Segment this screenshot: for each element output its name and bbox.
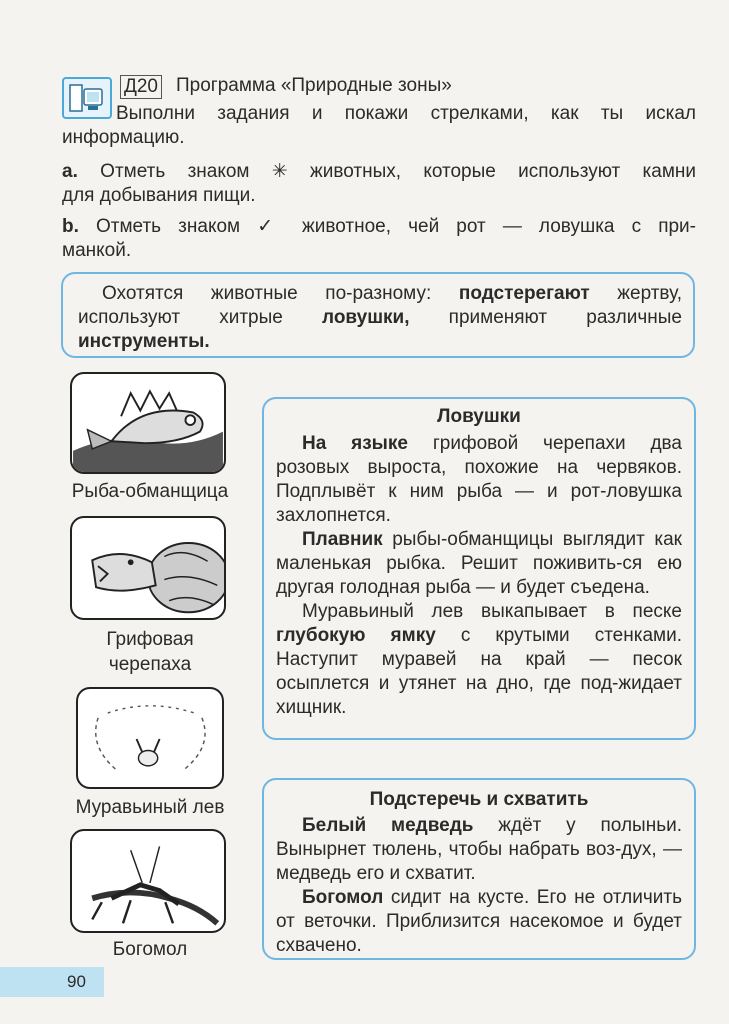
anglerfish-icon (70, 372, 226, 474)
caption-turtle-line-2: черепаха (108, 654, 192, 675)
turtle-icon (70, 516, 226, 620)
task-number: Д20 (120, 75, 162, 99)
task-a-line-2: для добывания пищи. (62, 185, 256, 206)
info-bold-1: подстерегают (458, 283, 590, 304)
info-bold-3: инструменты. (78, 331, 210, 352)
ambush-card-text (276, 814, 682, 958)
caption-anglerfish: Рыба-обманщица (71, 481, 229, 502)
mantis-icon (70, 829, 226, 933)
task-a-line-1 (62, 160, 696, 184)
page-number-strip (0, 967, 104, 997)
traps-paragraph-2: Плавник рыбы-обманщицы выглядит как маленькая рыбка. Решит поживить-ся ею другая голодная рыба — и будет съедена. (276, 529, 682, 598)
ambush-paragraph-2: Богомол сидит на кусте. Его не отличить от веточки. Приблизится насекомое и будет схвачено. (276, 887, 682, 956)
page-number: 90 (67, 972, 86, 991)
info-text: Охотятся животные по-разному: подстерегают жертву, используют хитрые ловушки, применяют различные инструменты. (78, 283, 682, 352)
traps-card-text (276, 432, 682, 720)
task-b-line-2: манкой. (62, 240, 132, 261)
caption-mantis: Богомол (112, 939, 188, 960)
task-b-letter: b. (62, 216, 79, 237)
task-b-line-1 (62, 215, 696, 239)
ambush-paragraph-1: Белый медведь ждёт у полыньи. Вынырнет тюлень, чтобы набрать воз-дух, — медведь его и схватит. (276, 815, 682, 884)
task-title: Программа «Природные зоны» (176, 75, 452, 96)
task-a-letter: a. (62, 161, 78, 182)
traps-paragraph-3: Муравьиный лев выкапывает в песке глубокую ямку с крутыми стенками. Наступит муравей на край — песок осыплется и утянет на дно, где под-жидает хищник. (276, 601, 682, 718)
computer-book-icon (62, 77, 112, 119)
antlion-icon (76, 687, 224, 789)
ambush-card-title: Подстеречь и схватить (369, 789, 589, 810)
task-b-text: Отметь знаком ✓ животное, чей рот — ловушка с при- (96, 216, 696, 237)
traps-card-title: Ловушки (437, 406, 521, 427)
task-a-text: Отметь знаком ✳ животных, которые используют камни (100, 161, 696, 182)
caption-antlion: Муравьиный лев (75, 797, 225, 818)
caption-turtle-line-1: Грифовая (106, 629, 194, 650)
traps-paragraph-1: На языке грифовой черепахи два розовых выроста, похожие на червяков. Подплывёт к ним рыба — и рот-ловушка захлопнется. (276, 433, 683, 526)
intro-line-2: информацию. (62, 127, 185, 148)
intro-line-1: Выполни задания и покажи стрелками, как ты искал (116, 103, 696, 124)
info-bold-2: ловушки, (322, 307, 410, 328)
